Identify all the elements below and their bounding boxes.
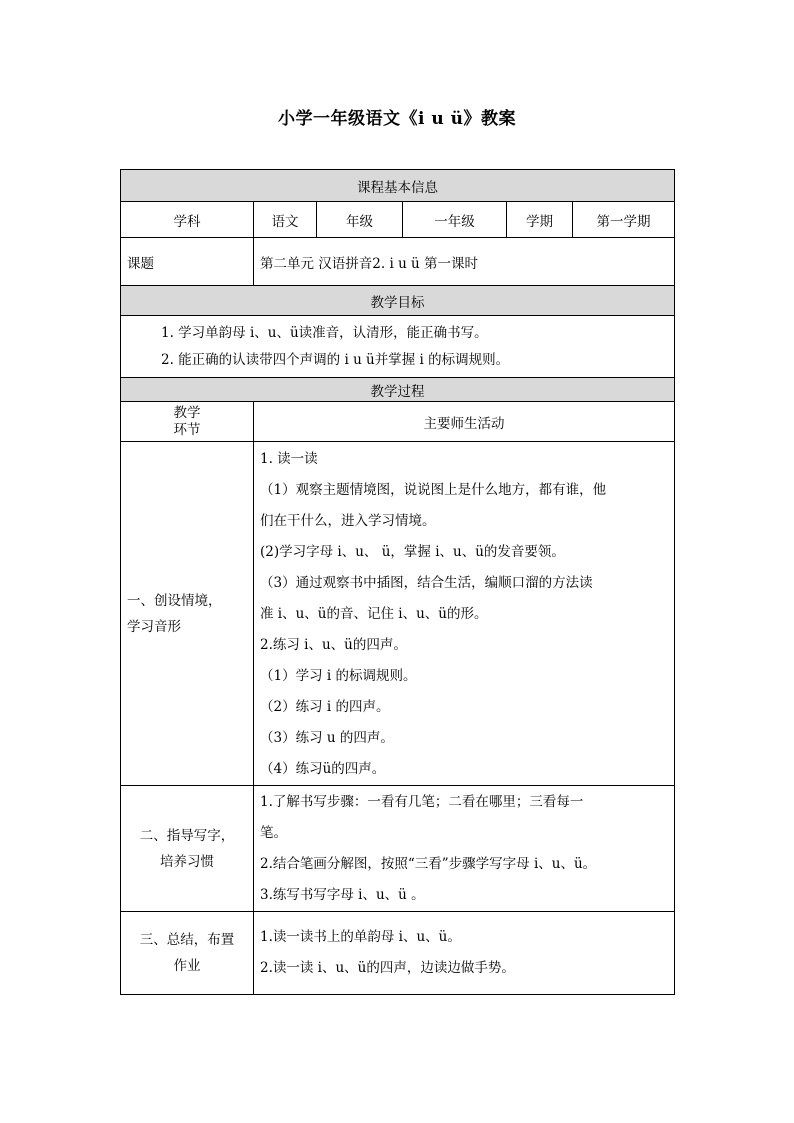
activity-line: （1）观察主题情境图，说说图上是什么地方，都有谁，他	[260, 482, 607, 498]
term-value: 第一学期	[573, 202, 675, 238]
activity-line: 们在干什么，进入学习情境。	[260, 513, 436, 529]
topic-row	[121, 238, 675, 286]
activity-line: 笔。	[260, 825, 287, 841]
stage-row	[121, 912, 675, 995]
section-goals-row	[121, 286, 675, 316]
activity-line: 2.读一读 i、u、ü的四声，边读边做手势。	[260, 960, 515, 976]
topic-label: 课题	[121, 238, 254, 286]
activity-line: （1）学习 i 的标调规则。	[260, 668, 417, 684]
section-process-heading: 教学过程	[121, 378, 675, 402]
activity-line: 1.读一读书上的单韵母 i、u、ü。	[260, 929, 461, 945]
stage-column-header: 教学 环节	[121, 402, 254, 442]
activity-line: 1. 读一读	[260, 451, 318, 467]
activity-line: 准 i、u、ü的音、记住 i、u、ü的形。	[260, 606, 488, 622]
section-process-row	[121, 378, 675, 402]
activity-column-header: 主要师生活动	[254, 402, 675, 442]
goal-item: 1. 学习单韵母 i、u、ü读准音，认清形，能正确书写。	[161, 324, 488, 341]
activity-line: （3）通过观察书中插图，结合生活，编顺口溜的方法读	[260, 575, 593, 591]
grade-value: 一年级	[403, 202, 507, 238]
goal-item: 2. 能正确的认读带四个声调的 i u ü并掌握 i 的标调规则。	[161, 351, 510, 368]
info-row	[121, 202, 675, 238]
topic-value: 第二单元 汉语拼音2. i u ü 第一课时	[254, 238, 675, 286]
stage-row	[121, 786, 675, 912]
stage-activities	[254, 442, 675, 786]
section-basic-heading: 课程基本信息	[121, 170, 675, 202]
subject-label: 学科	[121, 202, 254, 238]
stage-activities	[254, 786, 675, 912]
section-basic-row	[121, 170, 675, 202]
lesson-plan-table	[120, 169, 675, 995]
activity-line: 3.练写书写字母 i、u、ü 。	[260, 887, 425, 903]
process-header-row	[121, 402, 675, 442]
term-label: 学期	[507, 202, 573, 238]
activity-line: （4）练习ü的四声。	[260, 761, 386, 777]
activity-line: (2)学习字母 i、u、 ü，掌握 i、u、ü的发音要领。	[260, 544, 565, 560]
grade-label: 年级	[317, 202, 403, 238]
stage-name: 一、创设情境， 学习音形	[121, 442, 254, 786]
stage-activities	[254, 912, 675, 995]
stage-name: 三、总结，布置 作业	[121, 912, 254, 995]
stage-name: 二、指导写字， 培养习惯	[121, 786, 254, 912]
activity-line: （2）练习 i 的四声。	[260, 699, 390, 715]
stage-row	[121, 442, 675, 786]
activity-line: 2.结合笔画分解图，按照“三看”步骤学写字母 i、u、ü。	[260, 856, 597, 872]
goals-row	[121, 316, 675, 378]
activity-line: 1.了解书写步骤：一看有几笔；二看在哪里；三看每一	[260, 794, 584, 810]
activity-line: （3）练习 u 的四声。	[260, 730, 394, 746]
section-goals-heading: 教学目标	[121, 286, 675, 316]
subject-value: 语文	[254, 202, 317, 238]
page-title: 小学一年级语文《i u ü》教案	[277, 109, 516, 129]
activity-line: 2.练习 i、u、ü的四声。	[260, 637, 407, 653]
